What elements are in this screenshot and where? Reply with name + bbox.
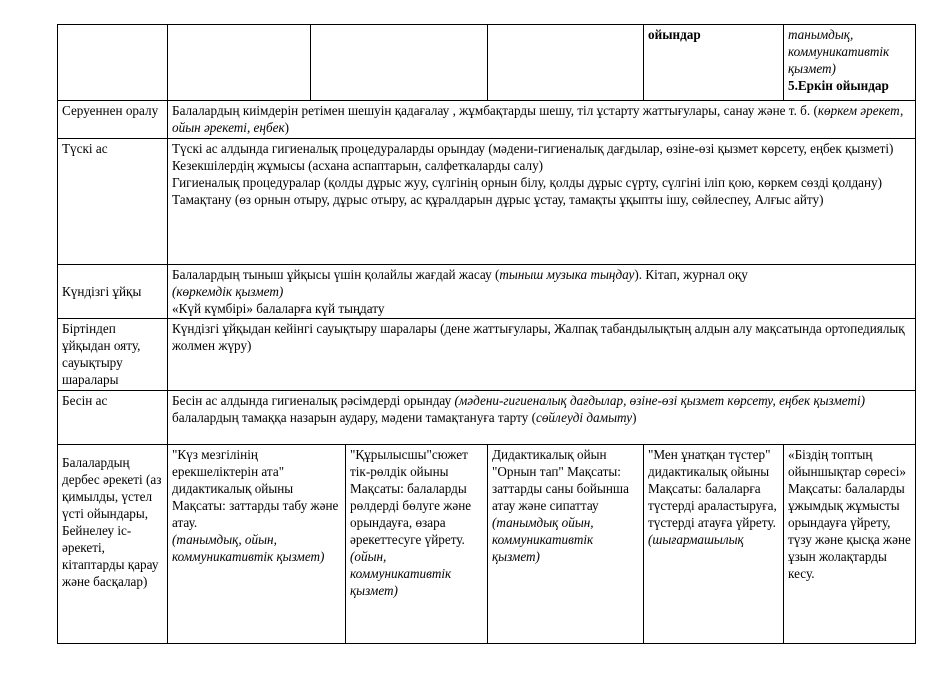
snack-label: Бесін ас <box>58 391 168 445</box>
snack-row <box>58 391 916 445</box>
plan-table-sheet <box>57 24 915 644</box>
lunch-line-4: Тамақтану (өз орнын отыру, дұрыс отыру, ас құралдарын дұрыс ұстау, тамақты ұқыпты ішу, сөйлеспеу, Алғыс айту) <box>172 192 824 207</box>
top-continuation-row <box>58 25 916 101</box>
top-cell-6-bold: 5.Еркін ойындар <box>788 78 889 93</box>
independent-label-text: Балалардың дербес әрекеті (аз қимылды, үстел үсті ойындары, Бейнелеу іс-әрекеті, кітаптарды қарау және басқалар) <box>62 455 162 589</box>
wakeup-label: Біртіндеп ұйқыдан ояту, сауықтыру шаралары <box>58 319 168 391</box>
activity-2-italic: (ойын, коммуникативтік қызмет) <box>350 549 452 598</box>
lunch-line-3: Гигиеналық процедуралар (қолды дұрыс жуу, сүлгінің орнын білу, қолды дұрыс сүрту, сүлгіні іліп қою, көркем сөзді қолдану) <box>172 175 883 190</box>
walk-return-row <box>58 101 916 139</box>
top-cell-6-italic: танымдық, коммуникативтік қызмет) <box>788 27 890 76</box>
activity-1-italic: (танымдық, ойын, коммуникативтік қызмет) <box>172 532 325 564</box>
lunch-line-2: Кезекшілердің жұмысы (асхана аспаптарын, салфеткаларды салу) <box>172 158 544 173</box>
lunch-text <box>168 139 916 265</box>
activity-4-text: "Мен ұнатқан түстер" дидактикалық ойыны Мақсаты: балаларға түстерді араластыруға, түстерді атауға үйрету. <box>648 447 777 530</box>
wakeup-text: Күндізгі ұйқыдан кейінгі сауықтыру шаралары (дене жаттығулары, Жалпақ табандылықтың алдын алу мақсатында ортопедиялық жолмен жүру) <box>168 319 916 391</box>
walk-return-label: Серуеннен оралу <box>58 101 168 139</box>
independent-activity-row <box>58 445 916 644</box>
nap-label: Күндізгі ұйқы <box>58 265 168 319</box>
independent-label <box>58 445 168 644</box>
nap-row <box>58 265 916 319</box>
top-cell-3 <box>311 25 488 101</box>
activity-3-italic: (танымдық ойын, коммуникативтік қызмет) <box>492 515 594 564</box>
walk-return-text <box>168 101 916 139</box>
lunch-label: Түскі ас <box>58 139 168 265</box>
activity-4-italic: (шығармашылық <box>648 532 744 547</box>
activity-col-2 <box>346 445 488 644</box>
snack-text-b-italic: сөйлеуді дамыту <box>535 410 633 425</box>
activity-1-text: "Күз мезгілінің ерекшеліктерін ата" дидактикалық ойыны Мақсаты: заттарды табу және атау. <box>172 447 339 530</box>
activity-col-1 <box>168 445 346 644</box>
snack-text-b: балалардың тамаққа назарын аудару, мәдени тамақтануға тарту ( <box>172 410 536 425</box>
snack-text-a-italic: (мәдени-гигиеналық дағдылар, өзіне-өзі қызмет көрсету, еңбек қызметі) <box>454 393 866 408</box>
lunch-row <box>58 139 916 265</box>
top-cell-2 <box>168 25 311 101</box>
snack-text-b-end: ) <box>632 410 637 425</box>
nap-text-a-end: ). Кітап, журнал оқу <box>634 267 748 282</box>
nap-text <box>168 265 916 319</box>
snack-text-a: Бесін ас алдында гигиеналық рәсімдерді орындау <box>172 393 455 408</box>
wakeup-row <box>58 319 916 391</box>
activity-col-3 <box>488 445 644 644</box>
walk-return-text-end: ) <box>284 120 290 135</box>
top-cell-5: ойындар <box>644 25 784 101</box>
nap-text-b-italic: (көркемдік қызмет) <box>172 284 284 299</box>
walk-return-text-main: Балалардың киімдерін ретімен шешуін қадағалау , жұмбақтарды шешу, тіл ұстарту жаттығулары, санау және т. б. ( <box>172 103 818 118</box>
activity-2-text: "Құрылысшы"сюжет тік-рөлдік ойыны Мақсаты: балаларды рөлдерді бөлуге және орындауға, өзара әрекеттесуге үйрету. <box>350 447 472 547</box>
activity-col-4 <box>644 445 784 644</box>
walk-return-text-italic: көркем әрекет, ойын әрекеті, еңбек <box>172 103 904 135</box>
lunch-line-1: Түскі ас алдында гигиеналық процедураларды орындау (мәдени-гигиеналық дағдылар, өзіне-өзі қызмет көрсету, еңбек қызметі) <box>172 141 894 156</box>
top-cell-1 <box>58 25 168 101</box>
activity-3-text: Дидактикалық ойын "Орнын тап" Мақсаты: заттарды саны бойынша атау және сипаттау <box>492 447 629 513</box>
snack-text <box>168 391 916 445</box>
daily-plan-table <box>57 24 916 644</box>
activity-col-5 <box>784 445 916 644</box>
nap-text-a-italic: тыныш музыка тыңдау <box>499 267 635 282</box>
top-cell-4 <box>488 25 644 101</box>
top-cell-6 <box>784 25 916 101</box>
nap-text-a: Балалардың тыныш ұйқысы үшін қолайлы жағдай жасау ( <box>172 267 500 282</box>
activity-5-text: «Біздің топтың ойыншықтар сөресі» Мақсаты: балаларды ұжымдық жұмысты орындауға үйрету, түзу және қысқа және ұзын жолақтарды кесу. <box>788 447 911 581</box>
nap-text-c: «Күй күмбірі» балаларға күй тыңдату <box>172 301 385 316</box>
